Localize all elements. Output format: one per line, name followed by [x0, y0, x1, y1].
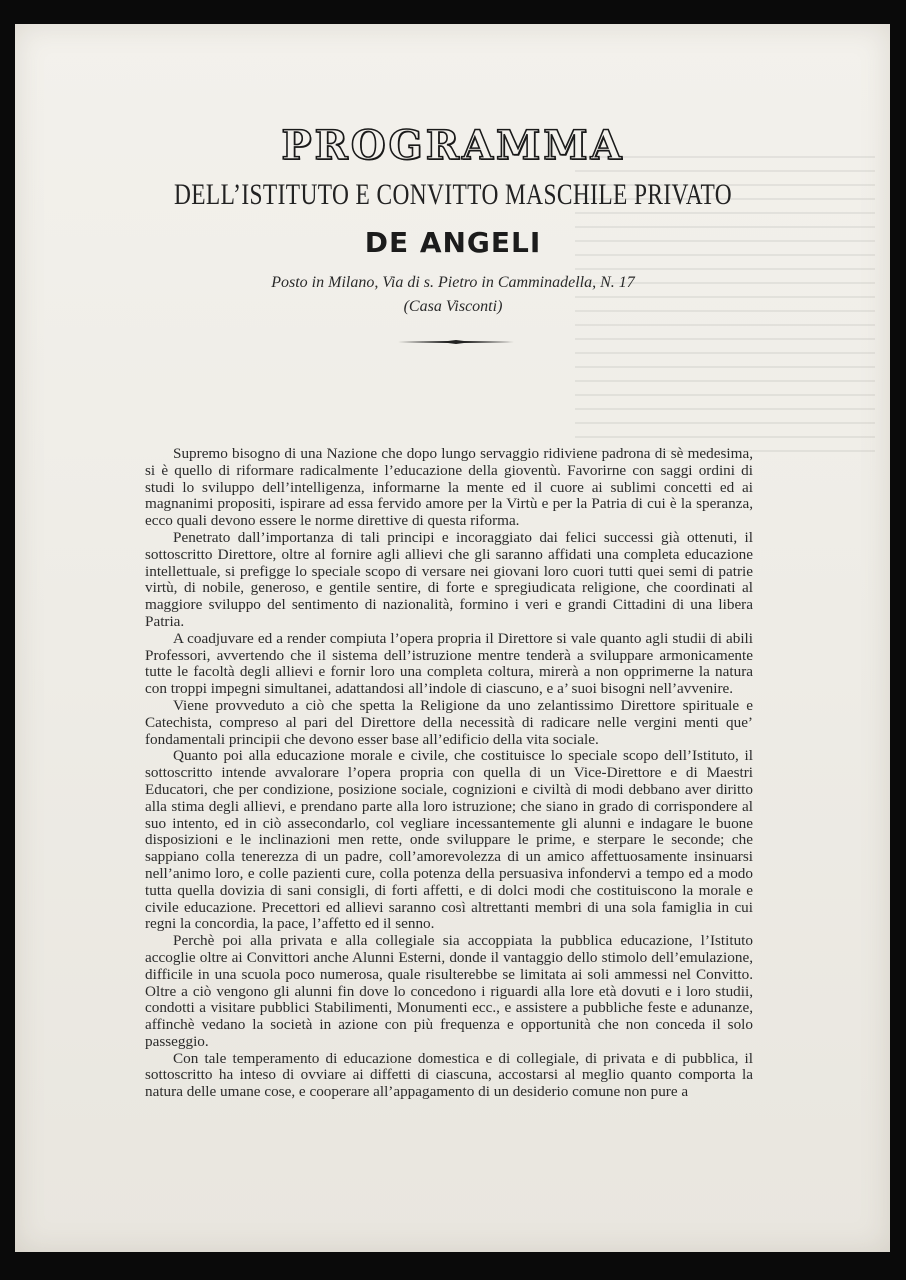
paragraph: Quanto poi alla educazione morale e civile, che costituisce lo speciale scopo dell’Istituto, il sottoscritto intende avvalorare l’opera propria con quella di un Vice-Direttore e di Maestri Educatori, che per condizione, posizione sociale, cognizioni e civiltà di modi debbano aver diritto alla stima degli allievi, e prendano parte alla loro istruzione; che siano in grado di corrispondere al suo intento, ed in ciò assecondarlo, col vegliare incessantemente gli alunni e indagare le buone disposizioni e le inclinazioni men rette, onde sviluppare le prime, e sterpare le seconde; che sappiano colla tenerezza di un padre, coll’amorevolezza di un amico affettuosamente insinuarsi nell’animo loro, e colle pazienti cure, colla potenza della persuasiva infondervi a tempo ed a modo tutta quella dovizia di sani consigli, di forti affetti, e di dolci modi che costituiscono la morale e civile educazione. Precettori ed allievi saranno così altrettanti membri di una sola famiglia in cui regni la concordia, la pace, l’affetto ed il senno. [145, 747, 753, 933]
address-line-1: Posto in Milano, Via di s. Pietro in Camminadella, N. 17 [271, 274, 635, 291]
body-text [145, 446, 753, 1101]
address-line-2: (Casa Visconti) [403, 298, 503, 315]
paragraph: Supremo bisogno di una Nazione che dopo lungo servaggio ridiviene padrona di sè medesima, si è quello di riformare radicalmente l’educazione della gioventù. Favorirne con saggi ordini di studi lo sviluppo dell’intelligenza, informarne la mente ed il cuore ai sublimi concetti ed ai magnanimi propositi, ispirare ad essa fervido amore per la Virtù e per la Patria di cui è la speranza, ecco quali devono essere le norme direttive di questa riforma. [145, 445, 753, 530]
institute-name: DE ANGELI [364, 226, 542, 259]
ornamental-divider [398, 340, 514, 344]
paragraph: Penetrato dall’importanza di tali principi e incoraggiato dai felici successi già ottenuti, il sottoscritto Direttore, oltre al fornire agli allievi che gli saranno affidati una completa educazione intellettuale, si prefigge lo speciale scopo di versare nei giovani loro cuori tutti quei semi di patrie virtù, di nobile, generoso, e gentile sentire, di forte e spregiudicata religione, che coordinati al maggiore sviluppo del sentimento di nazionalità, formino i veri e grandi Cittadini di una libera Patria. [145, 528, 753, 630]
paragraph: Perchè poi alla privata e alla collegiale sia accoppiata la pubblica educazione, l’Istituto accoglie oltre ai Convittori anche Alunni Esterni, donde il vantaggio dello stimolo dell’emulazione, difficile in una scuola poco numerosa, quale risulterebbe se limitata ai soli ammessi nel Convitto. Oltre a ciò vengono gli alunni fin dove lo concedono i riguardi alla lore età dovuti e i loro studii, condotti a visitare pubblici Stabilimenti, Monumenti ecc., e assistere a pubbliche feste e adunanze, affinchè vedano la società in azione con più frequenza e opportunità che non conceda il solo passeggio. [145, 932, 753, 1050]
document-title: PROGRAMMA [281, 122, 625, 169]
paragraph: A coadjuvare ed a render compiuta l’opera propria il Direttore si vale quanto agli studii di abili Professori, avvertendo che il sistema dell’istruzione mentre tenderà a sviluppare armonicamente tutte le facoltà degli allievi e fornir loro una completa coltura, mirerà a non opprimerne la natura con troppi impegni simultanei, adattandosi all’indole di ciascuno, e a’ suoi bisogni nell’avvenire. [145, 629, 753, 698]
paragraph: Con tale temperamento di educazione domestica e di collegiale, di privata e di pubblica, il sottoscritto ha inteso di ovviare ai diffetti di ciascuna, accostarsi al meglio quanto comporta la natura delle umane cose, e cooperare all’appagamento di un desiderio comune non pure a [145, 1049, 753, 1101]
document-subtitle: DELL’ISTITUTO E CONVITTO MASCHILE PRIVATO [173, 178, 733, 211]
paragraph: Viene provveduto a ciò che spetta la Religione da uno zelantissimo Direttore spirituale e Catechista, compreso al pari del Direttore della necessità di radicare nelle vergini menti que’ fondamentali principii che devono esser base all’edificio della vita sociale. [145, 696, 753, 748]
